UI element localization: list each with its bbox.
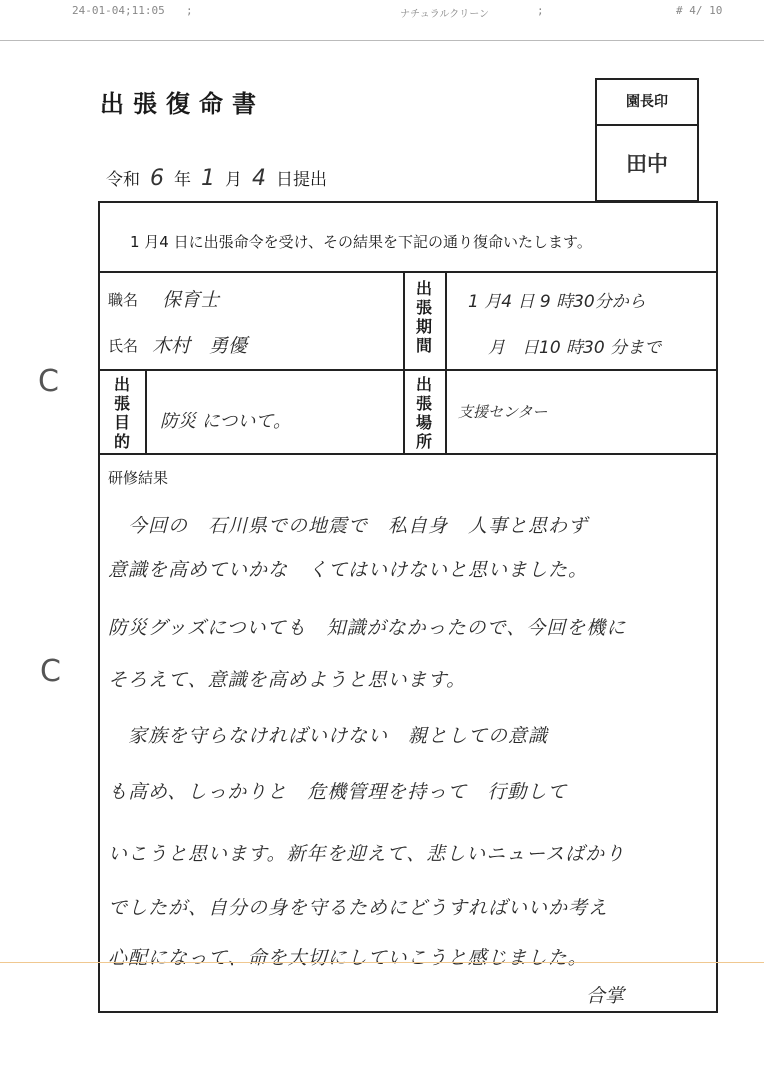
form-divider	[145, 369, 147, 453]
report-line: そろえて、意識を高めようと思います。	[108, 669, 467, 691]
purpose-label-char: 目	[113, 413, 130, 432]
form-divider	[100, 453, 716, 455]
place-label-char: 出	[415, 375, 432, 394]
place-label	[414, 375, 434, 451]
job-title-value: 保育士	[162, 289, 220, 311]
scan-artifact-line	[0, 962, 764, 963]
period-from: 1 月4 日 9 時30分から	[468, 292, 646, 312]
name-label: 氏名	[108, 337, 139, 355]
submission-date	[106, 165, 327, 191]
date-month: 1	[201, 166, 215, 191]
form-divider	[100, 271, 716, 273]
report-label: 研修結果	[108, 469, 169, 487]
purpose-value: 防災 について。	[160, 411, 292, 432]
period-label-char: 間	[415, 336, 432, 355]
report-line: 家族を守らなければいけない 親としての意識	[108, 725, 549, 747]
fax-separator-2: ;	[537, 4, 544, 17]
period-label-char: 張	[415, 298, 432, 317]
margin-mark: C	[40, 654, 61, 689]
fax-divider	[0, 40, 764, 41]
report-line: 今回の 石川県での地震で 私自身 人事と思わず	[108, 515, 589, 537]
date-year: 6	[150, 166, 164, 191]
director-seal: 田中	[626, 152, 668, 176]
director-stamp-box	[595, 78, 699, 202]
document-title: 出張復命書	[100, 89, 265, 118]
fax-sender: ナチュラルクリーン	[400, 9, 489, 20]
period-label	[414, 279, 434, 355]
stamp-header: 園長印	[597, 80, 697, 126]
place-label-char: 場	[415, 413, 432, 432]
report-line: 意識を高めていかな くてはいけないと思いました。	[108, 559, 589, 581]
report-line: でしたが、自分の身を守るためにどうすればいいか考え	[108, 897, 609, 919]
fax-timestamp: 24-01-04;11:05	[72, 4, 165, 17]
place-label-char: 張	[415, 394, 432, 413]
intro-statement: 1 月4 日に出張命令を受け、その結果を下記の通り復命いたします。	[130, 233, 592, 251]
form-divider	[445, 271, 447, 453]
report-line: 防災グッズについても 知識がなかったので、今回を機に	[108, 617, 627, 639]
form-divider	[100, 369, 716, 371]
margin-mark: C	[38, 364, 59, 399]
job-title-label: 職名	[108, 291, 139, 309]
date-month-unit: 月	[225, 170, 242, 190]
period-label-char: 出	[415, 279, 432, 298]
date-day: 4	[252, 166, 266, 191]
fax-page-number: # 4/ 10	[676, 4, 723, 17]
purpose-label-char: 的	[113, 432, 130, 451]
report-line: も高め、しっかりと 危機管理を持って 行動して	[108, 781, 568, 803]
report-initial: 合掌	[586, 985, 625, 1007]
date-era: 令和	[106, 170, 140, 190]
purpose-label-char: 出	[113, 375, 130, 394]
period-label-char: 期	[415, 317, 432, 336]
report-line: 心配になって、命を大切にしていこうと感じました。	[108, 947, 588, 969]
place-label-char: 所	[415, 432, 432, 451]
date-day-unit: 日提出	[276, 170, 327, 190]
period-to: 月 日10 時30 分まで	[488, 338, 662, 358]
report-line: いこうと思います。新年を迎えて、悲しいニュースばかり	[108, 843, 626, 865]
fax-separator: ;	[186, 4, 193, 17]
form-divider	[403, 271, 405, 453]
name-value: 木村 勇優	[152, 335, 248, 357]
purpose-label-char: 張	[113, 394, 130, 413]
report-form	[98, 201, 718, 1013]
date-year-unit: 年	[174, 170, 191, 190]
place-value: 支援センター	[458, 403, 548, 421]
purpose-label	[112, 375, 132, 451]
